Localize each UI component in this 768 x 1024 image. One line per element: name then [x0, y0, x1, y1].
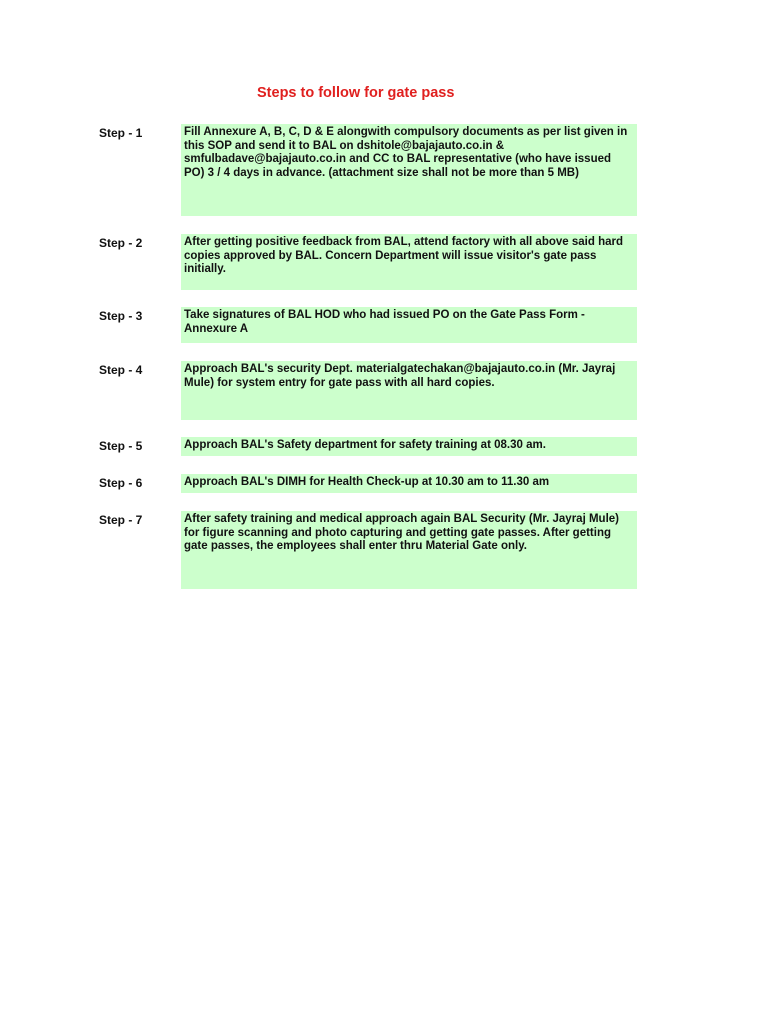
page-title: Steps to follow for gate pass [257, 85, 455, 101]
step-1-label: Step - 1 [99, 126, 143, 140]
step-2-description: After getting positive feedback from BAL, attend factory with all above said hard copies approved by BAL. Concern Department will issue visitor's gate pass initially. [181, 234, 637, 290]
step-1-description: Fill Annexure A, B, C, D & E alongwith compulsory documents as per list given in this SOP and send it to BAL on dshitole@bajajauto.co.in & smfulbadave@bajajauto.co.in and CC to BAL representative (who have issued PO) 3 / 4 days in advance. (attachment size shall not be more than 5 MB) [181, 124, 637, 216]
step-7-description: After safety training and medical approach again BAL Security (Mr. Jayraj Mule) for figure scanning and photo capturing and getting gate passes. After getting gate passes, the employees shall enter thru Material Gate only. [181, 511, 637, 589]
step-4-label: Step - 4 [99, 363, 143, 377]
step-5-description: Approach BAL's Safety department for safety training at 08.30 am. [181, 437, 637, 456]
step-3-label: Step - 3 [99, 309, 143, 323]
step-7-label: Step - 7 [99, 513, 143, 527]
step-4-description: Approach BAL's security Dept. materialgatechakan@bajajauto.co.in (Mr. Jayraj Mule) for system entry for gate pass with all hard copies. [181, 361, 637, 420]
step-3-description: Take signatures of BAL HOD who had issued PO on the Gate Pass Form - Annexure A [181, 307, 637, 343]
step-2-label: Step - 2 [99, 236, 143, 250]
step-5-label: Step - 5 [99, 439, 143, 453]
step-6-description: Approach BAL's DIMH for Health Check-up at 10.30 am to 11.30 am [181, 474, 637, 493]
step-6-label: Step - 6 [99, 476, 143, 490]
